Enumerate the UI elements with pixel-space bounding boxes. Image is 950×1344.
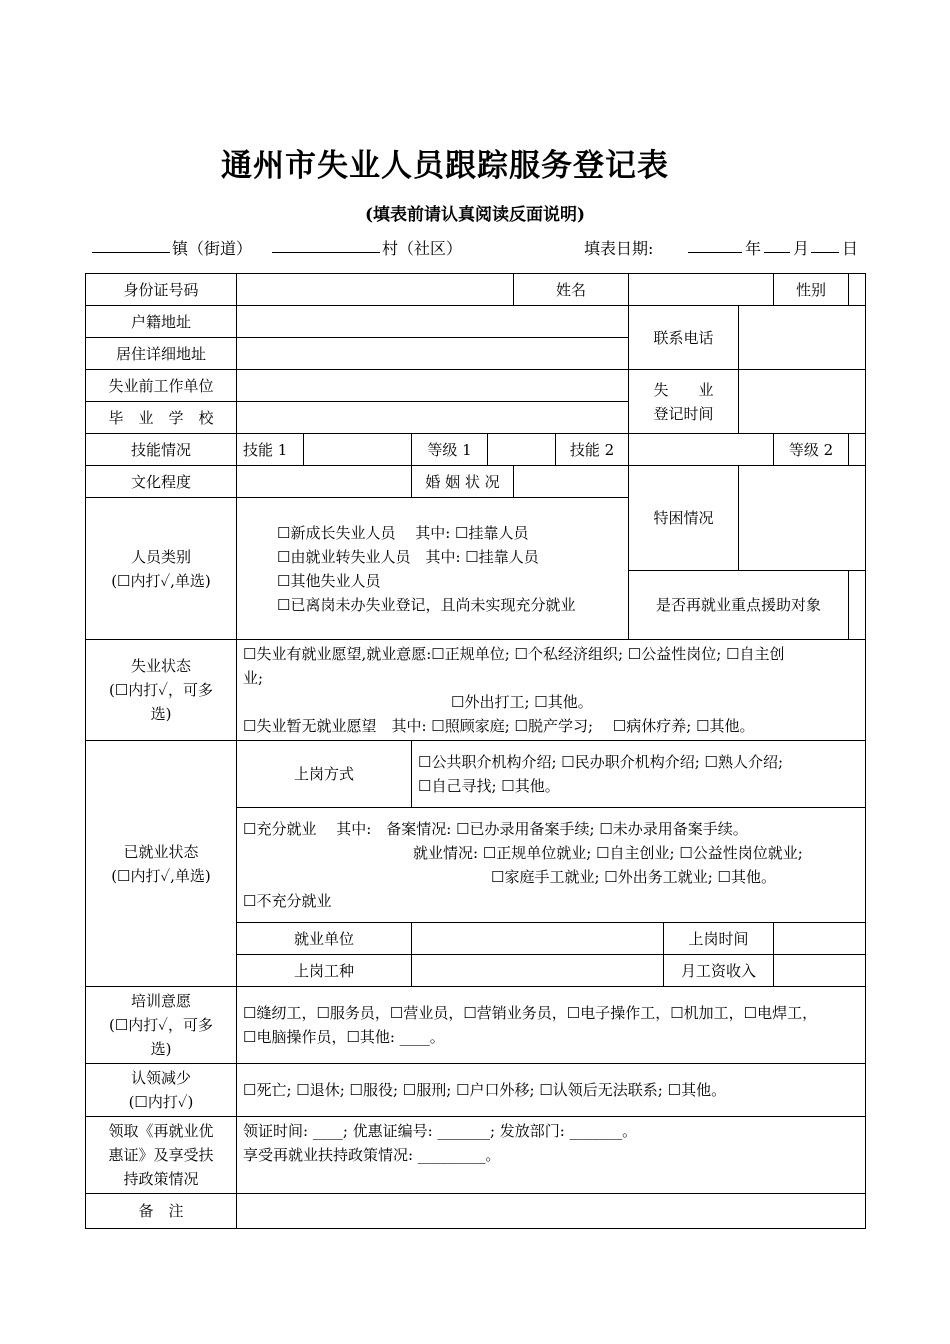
level1-input[interactable]	[488, 434, 556, 466]
day-field[interactable]	[811, 236, 839, 257]
skill1-label: 技能 1	[237, 434, 304, 466]
employment-option[interactable]: ☐充分就业 其中: 备案情况: ☐已办录用备案手续; ☐未办录用备案手续。	[243, 820, 748, 838]
cert-label	[86, 1117, 237, 1194]
job-method-label: 上岗方式	[237, 741, 412, 808]
employment-option[interactable]: ☐不充分就业	[243, 892, 332, 910]
skill2-label: 技能 2	[556, 434, 629, 466]
skill2-input[interactable]	[629, 434, 774, 466]
cert-details	[237, 1117, 866, 1194]
job-method-option[interactable]: ☐自己寻找; ☐其他。	[418, 777, 560, 795]
unemp-status-option[interactable]: ☐外出打工; ☐其他。	[451, 693, 593, 711]
employment-options	[237, 808, 866, 923]
priority-label: 是否再就业重点援助对象	[629, 571, 849, 640]
unemp-reg-time-line2: 登记时间	[653, 404, 714, 423]
gender-label: 性别	[774, 274, 849, 306]
cert-line[interactable]: 领证时间: ____; 优惠证编号: _______; 发放部门: _______。	[243, 1122, 638, 1140]
unemp-status-options	[237, 640, 866, 741]
training-option[interactable]: ☐电脑操作员，☐其他: ____。	[243, 1028, 445, 1046]
job-type-label: 上岗工种	[237, 955, 412, 987]
unemp-status-label-line1: 失业状态	[130, 657, 191, 675]
employed-status-label	[86, 741, 237, 987]
prev-employer-label: 失业前工作单位	[86, 370, 237, 402]
day-label: 日	[842, 239, 859, 258]
person-type-option[interactable]: ☐新成长失业人员 其中: ☐挂靠人员	[277, 523, 529, 542]
id-number-input[interactable]	[237, 274, 514, 306]
skills-label: 技能情况	[86, 434, 237, 466]
unemp-status-option[interactable]: ☐失业有就业愿望,就业意愿:☐正规单位; ☐个私经济组织; ☐公益性岗位; ☐自主创	[243, 645, 785, 663]
reduction-option[interactable]: ☐死亡; ☐退休; ☐服役; ☐服刑; ☐户口外移; ☐认领后无法联系; ☐其他。	[243, 1081, 727, 1099]
hardship-input[interactable]	[739, 466, 866, 571]
reduction-options[interactable]	[237, 1064, 866, 1117]
year-field[interactable]	[688, 236, 742, 257]
hardship-label: 特困情况	[629, 466, 739, 571]
education-label: 文化程度	[86, 466, 237, 498]
employer-input[interactable]	[412, 923, 664, 955]
training-label-line3: 选)	[150, 1040, 172, 1058]
job-type-input[interactable]	[412, 955, 664, 987]
reduction-label-line2: (☐内打✓)	[128, 1093, 194, 1111]
phone-label: 联系电话	[629, 306, 739, 370]
training-options	[237, 987, 866, 1064]
start-time-label: 上岗时间	[664, 923, 774, 955]
person-type-option[interactable]: ☐已离岗未办失业登记，且尚未实现充分就业	[277, 595, 576, 614]
cert-label-line1: 领取《再就业优	[108, 1122, 214, 1140]
unemp-status-option: 业;	[243, 669, 264, 687]
school-input[interactable]	[237, 402, 629, 434]
residence-address-input[interactable]	[237, 338, 629, 370]
person-type-label	[86, 498, 237, 640]
job-method-options	[412, 741, 866, 808]
priority-input[interactable]	[849, 571, 866, 640]
prev-employer-input[interactable]	[237, 370, 629, 402]
phone-input[interactable]	[739, 306, 866, 370]
employment-option[interactable]: 就业情况: ☐正规单位就业; ☐自主创业; ☐公益性岗位就业;	[413, 844, 803, 862]
name-label: 姓名	[514, 274, 629, 306]
person-type-label-line2: (☐内打✓,单选)	[111, 571, 211, 590]
employed-status-label-line1: 已就业状态	[123, 842, 199, 861]
marital-input[interactable]	[514, 466, 629, 498]
training-label-line1: 培训意愿	[130, 992, 191, 1010]
training-option[interactable]: ☐缝纫工，☐服务员，☐营业员，☐营销业务员，☐电子操作工，☐机加工，☐电焊工，	[243, 1004, 818, 1022]
reduction-label	[86, 1064, 237, 1117]
name-input[interactable]	[629, 274, 774, 306]
month-field[interactable]	[764, 236, 790, 257]
id-number-label: 身份证号码	[86, 274, 237, 306]
form-title: 通州市失业人员跟踪服务登记表	[221, 148, 669, 184]
month-label: 月	[793, 239, 810, 258]
person-type-option[interactable]: ☐其他失业人员	[277, 571, 381, 590]
unemp-status-label	[86, 640, 237, 741]
employment-option[interactable]: ☐家庭手工就业; ☐外出务工就业; ☐其他。	[491, 868, 776, 886]
household-address-input[interactable]	[237, 306, 629, 338]
remarks-label: 备 注	[86, 1194, 237, 1229]
cert-label-line3: 持政策情况	[123, 1170, 199, 1188]
household-address-label: 户籍地址	[86, 306, 237, 338]
form-subtitle: (填表前请认真阅读反面说明)	[364, 205, 586, 225]
cert-line[interactable]: 享受再就业扶持政策情况: _________。	[243, 1146, 501, 1164]
gender-input[interactable]	[849, 274, 866, 306]
town-label: 镇（街道）	[172, 239, 253, 258]
registration-table	[85, 273, 866, 1229]
person-type-label-line1: 人员类别	[130, 547, 191, 566]
skill1-input[interactable]	[304, 434, 412, 466]
monthly-income-input[interactable]	[774, 955, 866, 987]
person-type-options	[237, 498, 629, 640]
school-label: 毕 业 学 校	[86, 402, 237, 434]
marital-label: 婚 姻 状 况	[412, 466, 514, 498]
education-input[interactable]	[237, 466, 412, 498]
person-type-option[interactable]: ☐由就业转失业人员 其中: ☐挂靠人员	[277, 547, 539, 566]
level2-input[interactable]	[849, 434, 866, 466]
reduction-label-line1: 认领减少	[130, 1069, 191, 1087]
year-label: 年	[745, 239, 762, 258]
employed-status-label-line2: (☐内打✓,单选)	[111, 866, 211, 885]
unemp-reg-time-input[interactable]	[739, 370, 866, 434]
village-field[interactable]	[272, 236, 380, 257]
unemp-status-label-line2: (☐内打✓，可多	[109, 681, 213, 699]
monthly-income-label: 月工资收入	[664, 955, 774, 987]
unemp-status-option[interactable]: ☐失业暂无就业愿望 其中: ☐照顾家庭; ☐脱产学习; ☐病休疗养; ☐其他。	[243, 717, 755, 735]
residence-address-label: 居住详细地址	[86, 338, 237, 370]
job-method-option[interactable]: ☐公共职介机构介绍; ☐民办职介机构介绍; ☐熟人介绍;	[418, 753, 784, 771]
remarks-input[interactable]	[237, 1194, 866, 1229]
level1-label: 等级 1	[412, 434, 488, 466]
unemp-reg-time-line1: 失 业	[653, 380, 714, 399]
start-time-input[interactable]	[774, 923, 866, 955]
level2-label: 等级 2	[774, 434, 849, 466]
unemp-status-label-line3: 选)	[150, 705, 172, 723]
town-field[interactable]	[92, 236, 170, 257]
training-label	[86, 987, 237, 1064]
unemp-reg-time-label	[629, 370, 739, 434]
village-label: 村（社区）	[382, 239, 463, 258]
cert-label-line2: 惠证》及享受扶	[108, 1146, 214, 1164]
employer-label: 就业单位	[237, 923, 412, 955]
training-label-line2: (☐内打✓，可多	[109, 1016, 213, 1034]
form-header-line	[92, 236, 862, 262]
date-label: 填表日期:	[584, 239, 654, 258]
